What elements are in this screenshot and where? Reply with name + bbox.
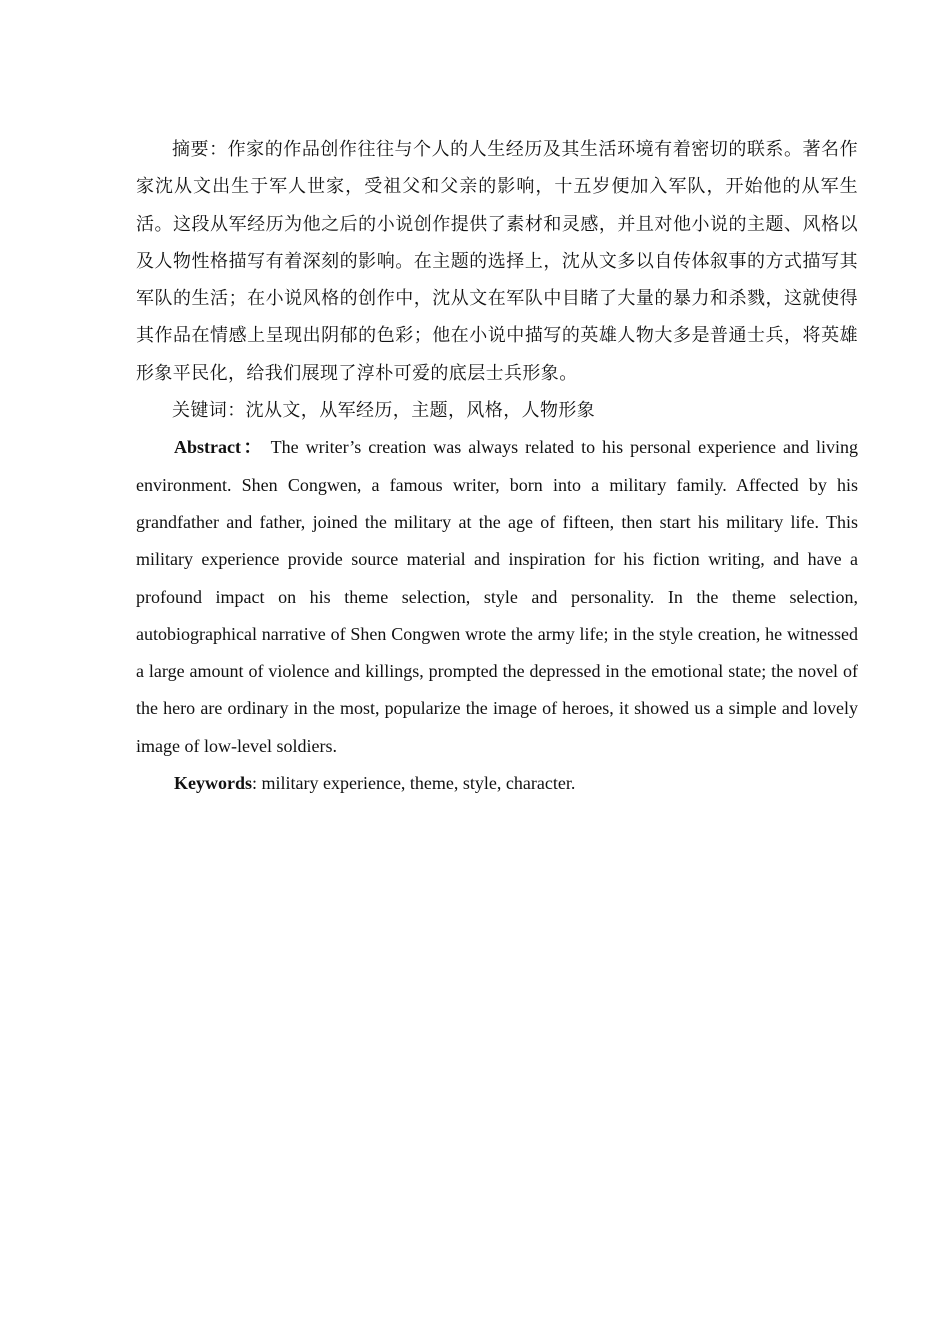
document-content bbox=[136, 131, 858, 802]
english-keywords-label: Keywords bbox=[174, 773, 252, 794]
chinese-abstract-body: 作家的作品创作往往与个人的人生经历及其生活环境有着密切的联系。著名作家沈从文出生于军人世家，受祖父和父亲的影响，十五岁便加入军队，开始他的从军生活。这段从军经历为他之后的小说创作提供了素材和灵感，并且对他小说的主题、风格以及人物性格描写有着深刻的影响。在主题的选择上，沈从文多以自传体叙事的方式描写其军队的生活；在小说风格的创作中，沈从文在军队中目睹了大量的暴力和杀戮，这就使得其作品在情感上呈现出阴郁的色彩；他在小说中描写的英雄人物大多是普通士兵，将英雄形象平民化，给我们展现了淳朴可爱的底层士兵形象。 bbox=[136, 139, 858, 383]
chinese-abstract bbox=[136, 131, 858, 392]
chinese-keywords-label: 关键词： bbox=[172, 400, 246, 421]
english-keywords bbox=[136, 765, 858, 802]
chinese-keywords bbox=[136, 392, 858, 429]
english-abstract-label: Abstract bbox=[174, 437, 241, 458]
english-abstract-body: The writer’s creation was always related to his personal experience and living environment. Shen Congwen, a famous writer, born into a military family. Affected by his grandfather and father, joined the military at the age of fifteen, then start his military life. This military experience provide source material and inspiration for his fiction writing, and have a profound impact on his theme selection, style and personality. In the theme selection, autobiographical narrative of Shen Congwen wrote the army life; in the style creation, he witnessed a large amount of violence and killings, prompted the depressed in the emotional state; the novel of the hero are ordinary in the most, popularize the image of heroes, it showed us a simple and lovely image of low-level soldiers. bbox=[136, 437, 858, 756]
chinese-keywords-body: 沈从文，从军经历，主题，风格，人物形象 bbox=[245, 400, 596, 421]
english-keywords-body: : military experience, theme, style, character. bbox=[252, 773, 576, 794]
english-abstract bbox=[136, 429, 858, 765]
chinese-abstract-label: 摘要： bbox=[172, 139, 228, 159]
english-abstract-separator: ： bbox=[240, 437, 264, 458]
